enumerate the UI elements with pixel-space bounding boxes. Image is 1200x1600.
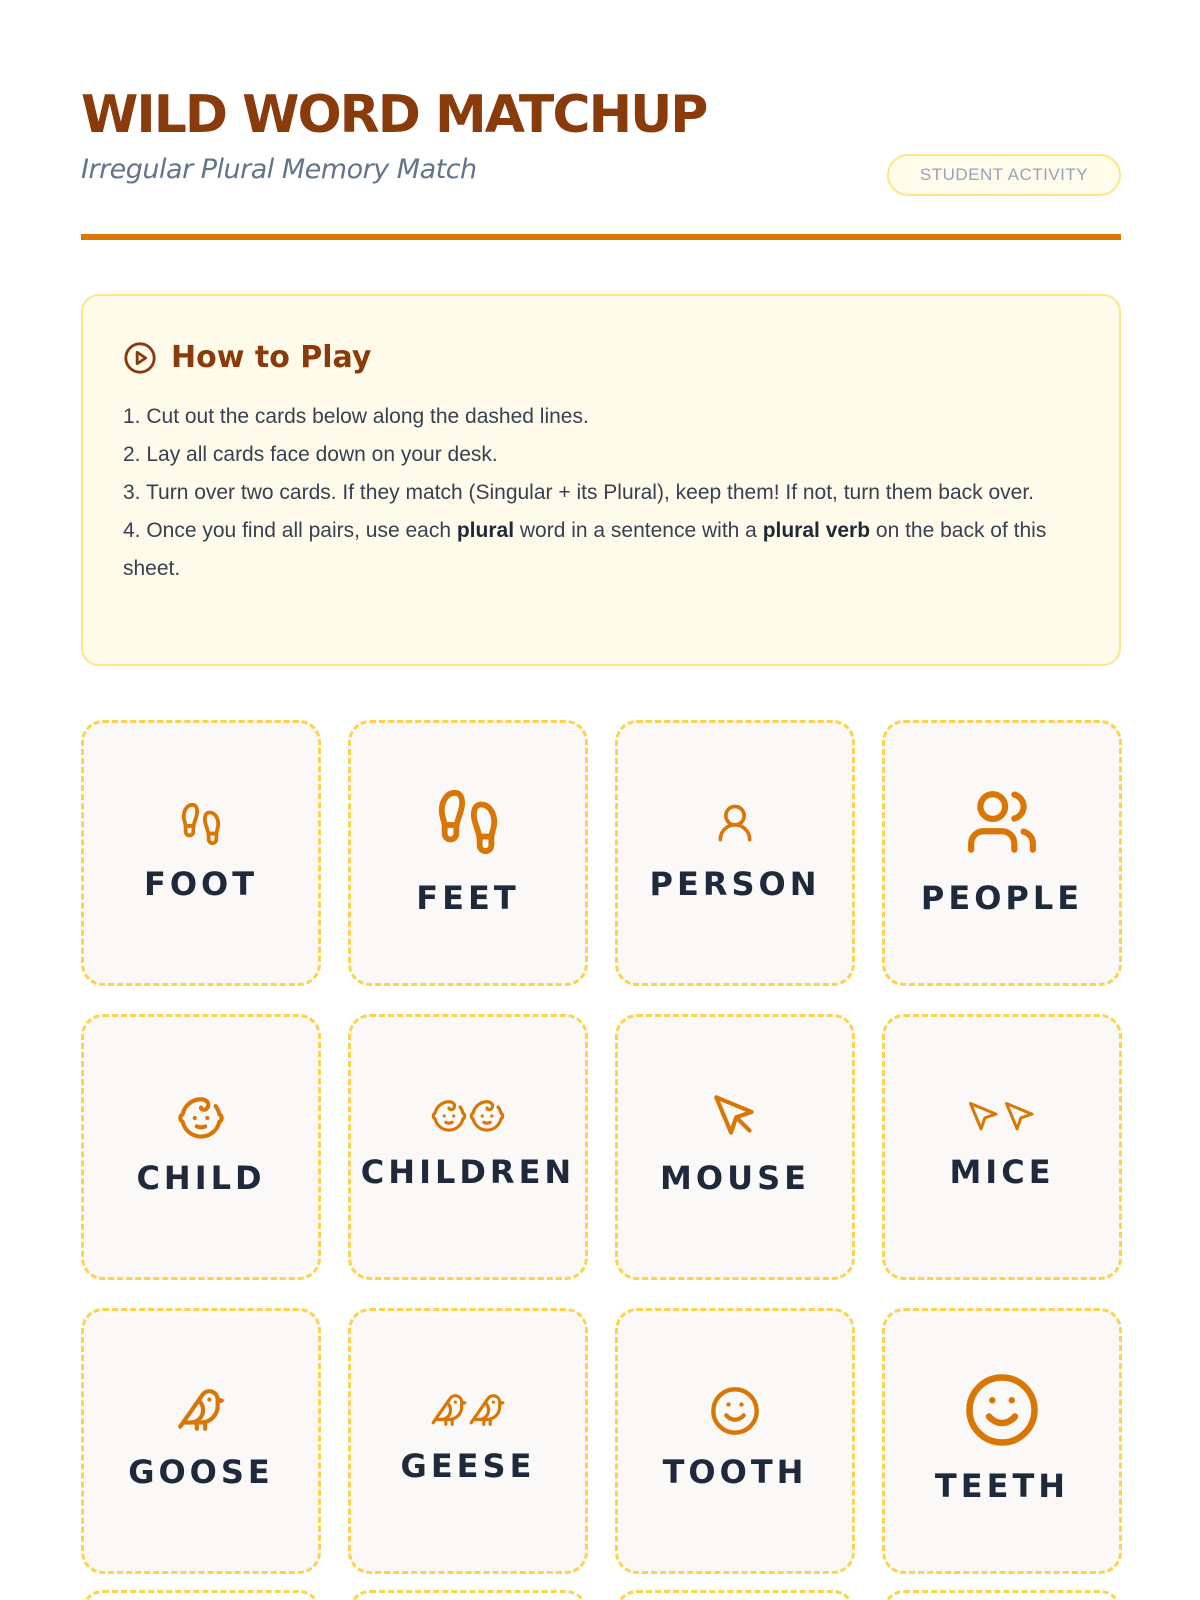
card-child[interactable] — [81, 1014, 321, 1280]
card-mouse[interactable] — [615, 1014, 855, 1280]
card-word: TOOTH — [662, 1453, 808, 1491]
user-icon — [618, 799, 852, 847]
card-mice[interactable] — [882, 1014, 1122, 1280]
card-geese[interactable] — [348, 1308, 588, 1574]
how-to-play-heading — [123, 340, 371, 375]
card-word: FEET — [416, 879, 520, 917]
step-2: 2. Lay all cards face down on your desk. — [123, 443, 498, 466]
card-partial — [615, 1590, 855, 1600]
card-people[interactable] — [882, 720, 1122, 986]
footprints-icon — [84, 799, 318, 849]
card-teeth[interactable] — [882, 1308, 1122, 1574]
card-word: TEETH — [934, 1467, 1070, 1505]
play-circle-icon — [123, 341, 157, 375]
step-3: 3. Turn over two cards. If they match (Singular + its Plural), keep them! If not, turn them back over. — [123, 481, 1034, 504]
baby-icon — [351, 1097, 585, 1135]
instruction-steps — [123, 398, 1083, 588]
card-partial — [882, 1590, 1122, 1600]
baby-icon — [84, 1093, 318, 1143]
card-partial — [81, 1590, 321, 1600]
bird-icon — [84, 1385, 318, 1435]
users-icon — [885, 785, 1119, 859]
card-word: PERSON — [649, 865, 821, 903]
step-4-text: 4. Once you find all pairs, use each — [123, 519, 457, 542]
mouse-pointer-icon — [885, 1099, 1119, 1135]
how-to-play-title: How to Play — [171, 340, 372, 375]
activity-badge: STUDENT ACTIVITY — [887, 154, 1121, 196]
card-word: MOUSE — [660, 1159, 810, 1197]
page-title: WILD WORD MATCHUP — [81, 85, 707, 145]
card-word: MICE — [949, 1153, 1055, 1191]
card-foot[interactable] — [81, 720, 321, 986]
page-subtitle: Irregular Plural Memory Match — [81, 154, 477, 185]
step-4-text: on the back of this sheet. — [123, 519, 1047, 580]
step-4-text: word in a sentence with a — [514, 519, 763, 542]
mouse-pointer-icon — [618, 1091, 852, 1141]
card-word: FOOT — [143, 865, 259, 903]
smile-icon — [618, 1385, 852, 1437]
card-word: GEESE — [400, 1447, 536, 1485]
card-word: CHILDREN — [360, 1153, 576, 1191]
card-partial — [348, 1590, 588, 1600]
card-person[interactable] — [615, 720, 855, 986]
card-tooth[interactable] — [615, 1308, 855, 1574]
card-feet[interactable] — [348, 720, 588, 986]
card-word: CHILD — [136, 1159, 266, 1197]
card-children[interactable] — [348, 1014, 588, 1280]
bird-icon — [351, 1391, 585, 1429]
step-4-bold-plural-verb: plural verb — [762, 519, 871, 542]
step-4-bold-plural: plural — [456, 519, 515, 542]
header-divider — [81, 234, 1121, 240]
smile-icon — [885, 1371, 1119, 1449]
card-word: GOOSE — [128, 1453, 274, 1491]
card-goose[interactable] — [81, 1308, 321, 1574]
footprints-icon — [351, 783, 585, 861]
step-4 — [123, 512, 1083, 588]
how-to-play-panel — [81, 294, 1121, 666]
step-1: 1. Cut out the cards below along the dashed lines. — [123, 405, 589, 428]
card-word: PEOPLE — [920, 879, 1084, 917]
